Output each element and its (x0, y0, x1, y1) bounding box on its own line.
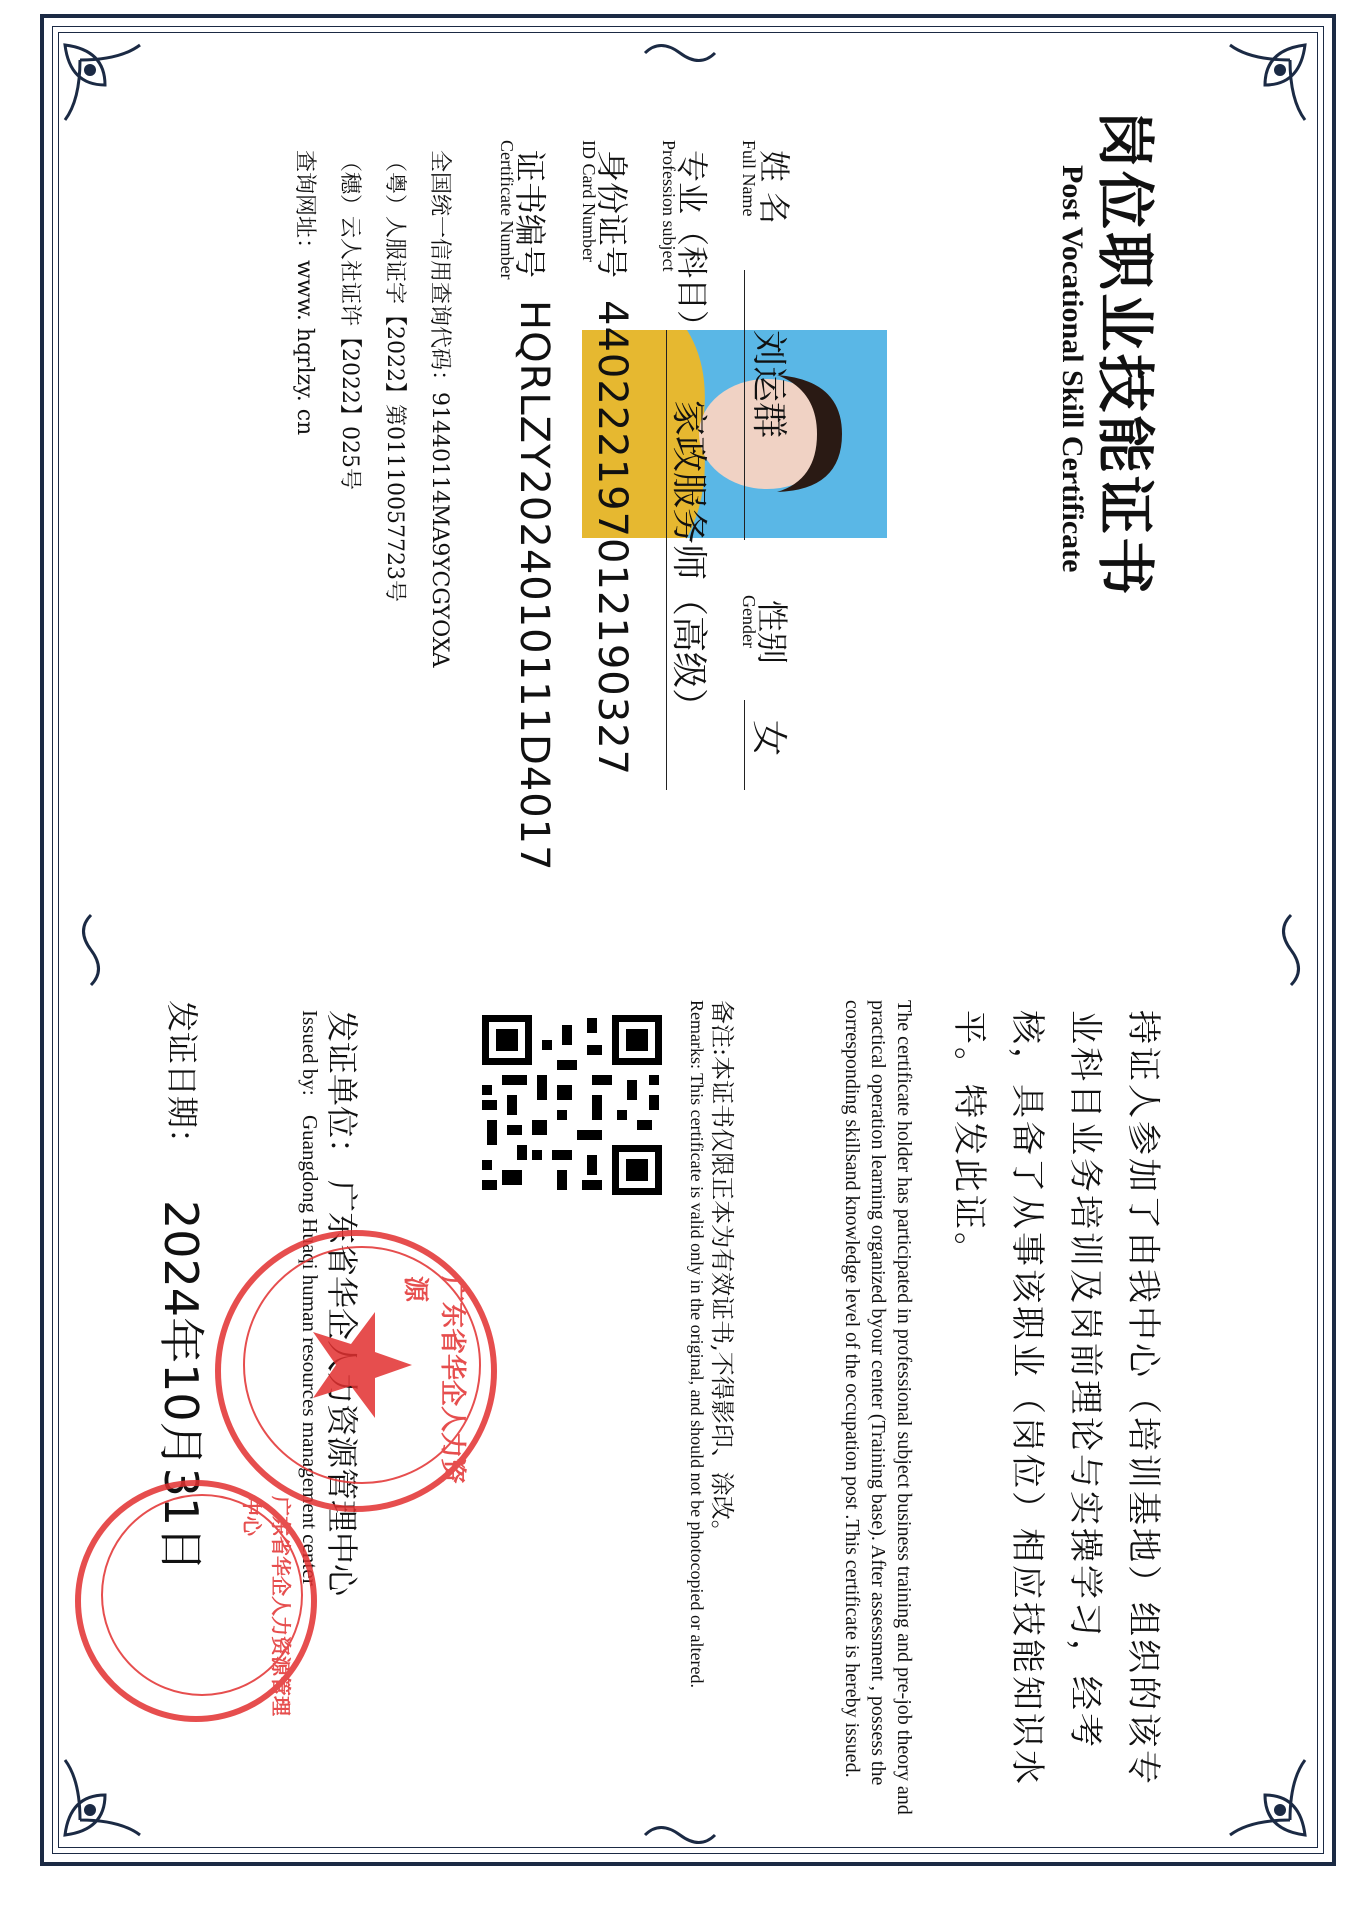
name-label-cn: 姓 名 (755, 150, 793, 225)
statement-en: The certificate holder has participated in professional subject business training and pre-job theory and practical operation learning organized byour center (Training base). After assessment , possess the corresponding skillsand knowledge level of the occupation post .This certificate is hereby issued. (841, 1000, 915, 1815)
yun-license-text: （穗）云人社证许【2022】025号 (337, 150, 362, 490)
cert-value: HQRLZY2024010111D4017 (511, 300, 557, 872)
name-label-en: Full Name (739, 140, 759, 217)
statement-cn: 持证人参加了由我中心（培训基地）组织的该专业科目业务培训及岗前理论与实操学习，经考核，具备了从事该职业（岗位）相应技能知识水平。特发此证。 (949, 1010, 1163, 1787)
gender-underline (744, 700, 745, 790)
credit-code-text: 全国统一信用查询代码：91440114MA9YCGYOXA (427, 150, 452, 668)
seal-2-text: 广东省华企人力资源管理中心 (240, 1496, 293, 1716)
issuer-label-en: Issued by: (298, 1010, 322, 1096)
issuer-label-cn: 发证单位： (323, 1010, 361, 1171)
remark-en: Remarks: This certificate is valid only in the original, and should not be photocopied or altered. (687, 1000, 707, 1688)
name-underline (744, 270, 745, 540)
issue-date-label: 发证日期： (163, 1000, 201, 1161)
remark-cn: 备注:本证书仅限正本为有效证书,不得影印、涂改。 (708, 1000, 736, 1544)
id-label-cn: 身份证号 (593, 150, 631, 279)
certificate-title-cn: 岗位职业技能证书 (1091, 110, 1159, 599)
cert-label-cn: 证书编号 (511, 150, 549, 279)
hr-license-text: （粤）人服证字【2022】第01110057723号 (382, 150, 407, 602)
profession-value: 家政服务师（高级） (668, 400, 709, 725)
id-label-en: ID Card Number (579, 140, 599, 262)
website-text: 查询网址：www. hqrlzy. cn (292, 150, 317, 436)
profession-label-en: Profession subject (659, 140, 679, 272)
profession-label-cn: 专业（科目） (673, 150, 711, 343)
official-seal-2 (75, 1480, 317, 1722)
certificate-title-en: Post Vocational Skill Certificate (1056, 165, 1089, 573)
gender-label-cn: 性别 (753, 600, 791, 665)
gender-value: 女 (748, 720, 789, 757)
seal-1-text: 广东省华企人力资源 (400, 1276, 467, 1485)
name-value: 刘运群 (748, 330, 789, 439)
issuer-name-en: Guangdong Huaqi human resources management center (298, 1115, 322, 1586)
profession-underline (666, 330, 667, 790)
gender-label-en: Gender (739, 595, 759, 648)
cert-label-en: Certificate Number (497, 140, 517, 280)
issue-date-value: 2024年10月31日 (154, 1200, 208, 1573)
official-seal-1 (215, 1230, 497, 1512)
id-value: 440222197012190327 (589, 300, 635, 777)
qr-code-icon (477, 1010, 667, 1200)
